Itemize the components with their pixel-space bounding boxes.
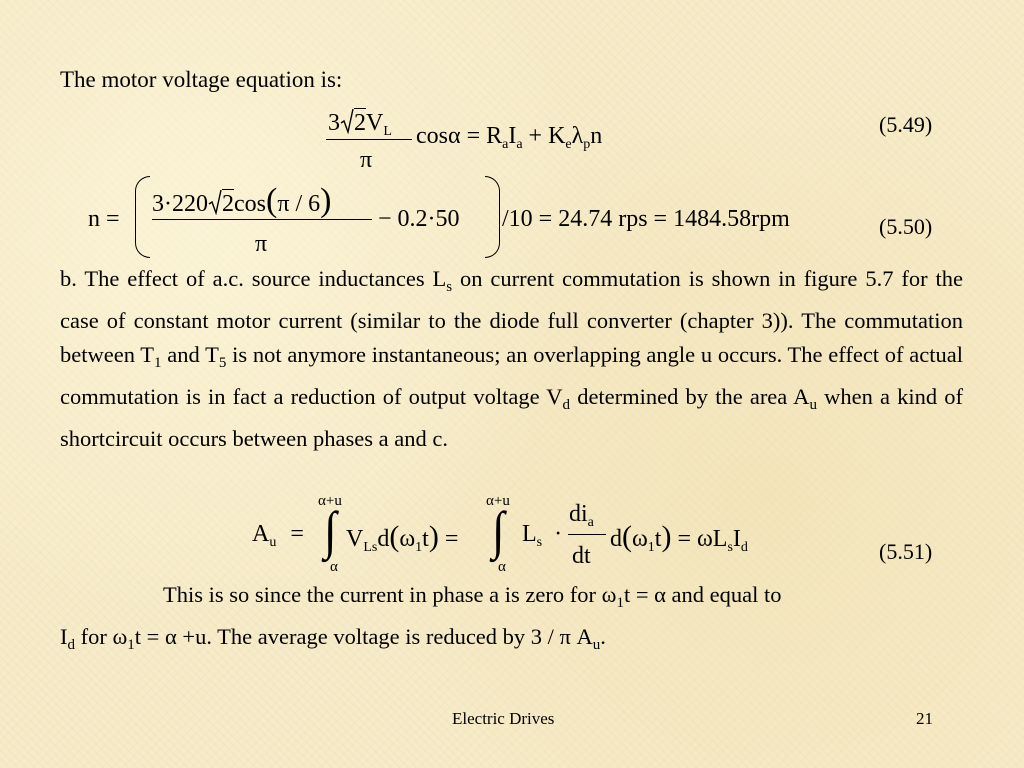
eq49-number: (5.49) [879, 112, 933, 137]
eq49-denominator: π [360, 147, 373, 173]
integral-1-upper-limit: α+u [318, 493, 342, 509]
sqrt-sign-icon [208, 189, 222, 215]
eq51-lhs: $A_u$ = [252, 521, 304, 550]
eq50-left-paren [135, 176, 150, 258]
eq50-number: (5.50) [879, 214, 933, 239]
eq49-fraction-bar [326, 139, 412, 140]
eq50-lhs: n = [88, 206, 120, 232]
eq49-numerator: 3 $2V_L$ [328, 110, 392, 139]
integral-2-sign: ∫ [492, 501, 505, 560]
footer-title: Electric Drives [452, 709, 555, 728]
eq50-result: /10 = 24.74 rps = 1484.58rpm [502, 206, 790, 232]
sqrt-sign-icon [340, 108, 354, 134]
page-number: 21 [916, 709, 933, 728]
integral-1-sign: ∫ [324, 501, 337, 560]
eq50-right-paren [485, 176, 500, 258]
eq51-fraction-denominator: dt [572, 543, 591, 569]
integral-1-lower-limit: α [330, 559, 338, 575]
integral-2-upper-limit: α+u [486, 493, 510, 509]
eq50-denominator: π [255, 231, 268, 257]
intro-text: The motor voltage equation is: [60, 67, 343, 92]
eq49-rhs: $\cos\alpha = R_aI_a + K_e\lambda_pn$ [416, 123, 603, 152]
eq51-integrand-1: $V_{Ls}d(\omega_1t)$ = [346, 520, 459, 555]
eq50-numerator: 3·220 2cos(π / 6) [152, 182, 332, 219]
paragraph-c: This is so since the current in phase a is zero for $\omega_1t = \alpha$ and equal to $I_d$ for $\omega_1t = \alpha +u$. The average voltage is reduced by 3 / π $A_u$. [60, 582, 782, 653]
eq50-minus-term: − 0.2·50 [378, 206, 460, 232]
paragraph-b: b. The effect of a.c. source inductances $L_s$ on current commutation is shown in figure 5.7 for the case of constant motor current (similar to the diode full converter (chapter 3)). The commutation between $T_1$ and $T_5$ is not anymore instantaneous; an overlapping angle u occurs. The effect of actual commutation is in fact a reduction of output voltage $V_d$ determined by the area $A_u$ when a kind of shortcircuit occurs between phases a and c. [60, 266, 963, 451]
integral-2-lower-limit: α [498, 559, 506, 575]
eq50-fraction-bar [152, 219, 372, 220]
eq51-number: (5.51) [879, 539, 933, 564]
eq51-fraction-numerator: $di_a$ [569, 501, 594, 530]
eq51-ls: $L_s$ · [522, 521, 563, 550]
eq51-rhs: $d(\omega_1t) = \omega L_sI_d$ [610, 520, 748, 555]
eq51-fraction-bar [568, 534, 606, 535]
